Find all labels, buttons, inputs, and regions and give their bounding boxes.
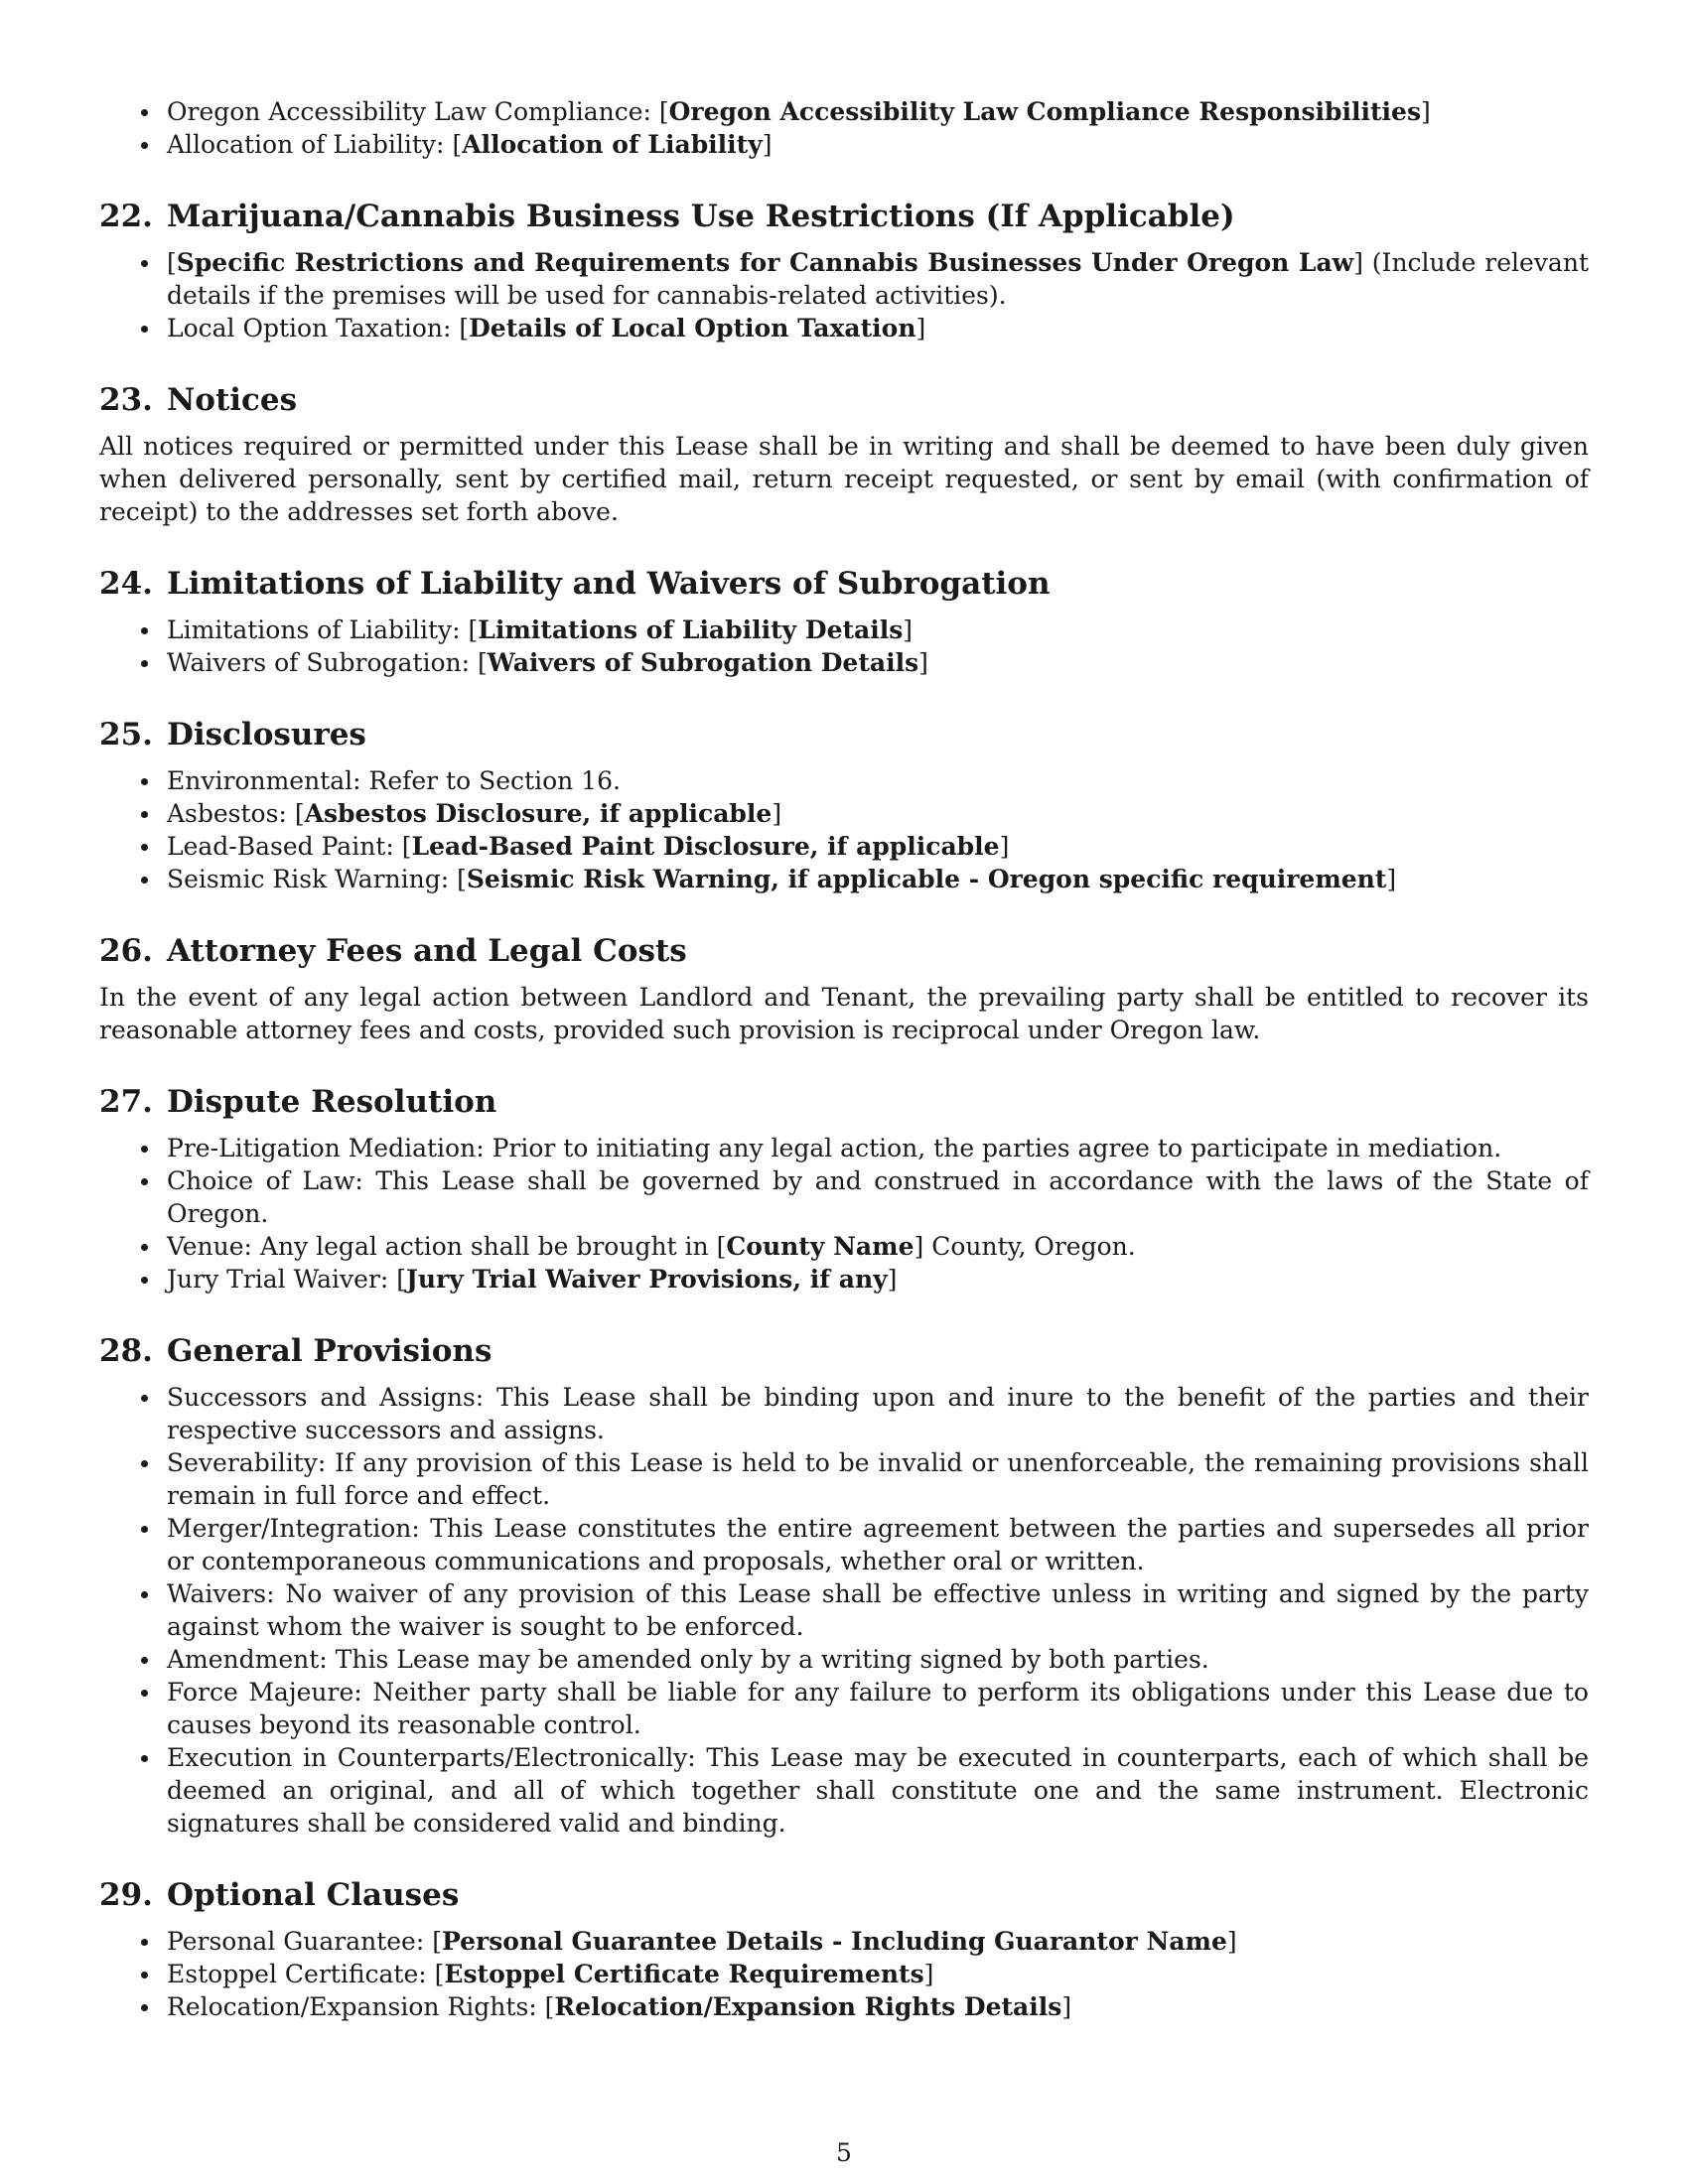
list-item: [Specific Restrictions and Requirements for Cannabis Businesses Under Oregon Law] (Include relevant details if the premises will be used for cannabis-related activities). [99, 246, 1589, 312]
section-heading: 27. Dispute Resolution [99, 1084, 497, 1120]
list-item: Estoppel Certificate: [Estoppel Certificate Requirements] [99, 1958, 1589, 1990]
section-heading: 24. Limitations of Liability and Waivers of Subrogation [99, 566, 1051, 602]
section-24 [99, 564, 1589, 679]
list-item: Jury Trial Waiver: [Jury Trial Waiver Provisions, if any] [99, 1263, 1589, 1296]
section-heading: 28. General Provisions [99, 1333, 492, 1369]
section-body: In the event of any legal action between Landlord and Tenant, the prevailing party shall be entitled to recover its reasonable attorney fees and costs, provided such provision is reciprocal under Oregon law. [99, 983, 1589, 1044]
list-item: Choice of Law: This Lease shall be governed by and construed in accordance with the laws of the State of Oregon. [99, 1164, 1589, 1230]
list-item: Merger/Integration: This Lease constitutes the entire agreement between the parties and supersedes all prior or contemporaneous communications and proposals, whether oral or written. [99, 1512, 1589, 1577]
list-item: Local Option Taxation: [Details of Local Option Taxation] [99, 312, 1589, 344]
list-item: Pre-Litigation Mediation: Prior to initiating any legal action, the parties agree to participate in mediation. [99, 1132, 1589, 1164]
list-item: Venue: Any legal action shall be brought in [County Name] County, Oregon. [99, 1230, 1589, 1263]
list-item: Waivers: No waiver of any provision of this Lease shall be effective unless in writing and signed by the party against whom the waiver is sought to be enforced. [99, 1577, 1589, 1643]
list-item: Environmental: Refer to Section 16. [99, 764, 1589, 797]
list-item: Waivers of Subrogation: [Waivers of Subrogation Details] [99, 646, 1589, 679]
list-item: Force Majeure: Neither party shall be liable for any failure to perform its obligations under this Lease due to causes beyond its reasonable control. [99, 1676, 1589, 1741]
section-27 [99, 1082, 1589, 1296]
section-22 [99, 197, 1589, 344]
list-item: Seismic Risk Warning: [Seismic Risk Warning, if applicable - Oregon specific requirement] [99, 863, 1589, 895]
section-29 [99, 1875, 1589, 2023]
section-heading: 25. Disclosures [99, 717, 366, 752]
section-26 [99, 931, 1589, 1046]
section-heading: 29. Optional Clauses [99, 1877, 460, 1913]
page-number: 5 [836, 2138, 852, 2167]
list-item: Relocation/Expansion Rights: [Relocation/Expansion Rights Details] [99, 1990, 1589, 2023]
section-heading: 26. Attorney Fees and Legal Costs [99, 933, 687, 969]
section-body: All notices required or permitted under this Lease shall be in writing and shall be deemed to have been duly given when delivered personally, sent by certified mail, return receipt requested, or sent by email (with confirmation of receipt) to the addresses set forth above. [99, 432, 1589, 526]
section-heading: 23. Notices [99, 382, 298, 418]
list-item: Severability: If any provision of this Lease is held to be invalid or unenforceable, the remaining provisions shall remain in full force and effect. [99, 1446, 1589, 1512]
document-page [99, 95, 1589, 2023]
section-25 [99, 715, 1589, 895]
list-item: Oregon Accessibility Law Compliance: [Oregon Accessibility Law Compliance Responsibilities] [99, 95, 1589, 128]
section-28 [99, 1331, 1589, 1840]
list-item: Amendment: This Lease may be amended only by a writing signed by both parties. [99, 1643, 1589, 1676]
list-item: Limitations of Liability: [Limitations of Liability Details] [99, 614, 1589, 646]
section-heading: 22. Marijuana/Cannabis Business Use Restrictions (If Applicable) [99, 199, 1235, 234]
list-item: Lead-Based Paint: [Lead-Based Paint Disclosure, if applicable] [99, 830, 1589, 863]
list-item: Successors and Assigns: This Lease shall be binding upon and inure to the benefit of the parties and their respective successors and assigns. [99, 1381, 1589, 1446]
section-23 [99, 380, 1589, 528]
section-21-list [99, 95, 1589, 161]
list-item: Asbestos: [Asbestos Disclosure, if applicable] [99, 797, 1589, 830]
list-item: Execution in Counterparts/Electronically: This Lease may be executed in counterparts, each of which shall be deemed an original, and all of which together shall constitute one and the same instrument. Electronic signatures shall be considered valid and binding. [99, 1741, 1589, 1840]
list-item: Allocation of Liability: [Allocation of Liability] [99, 128, 1589, 161]
list-item: Personal Guarantee: [Personal Guarantee Details - Including Guarantor Name] [99, 1925, 1589, 1958]
